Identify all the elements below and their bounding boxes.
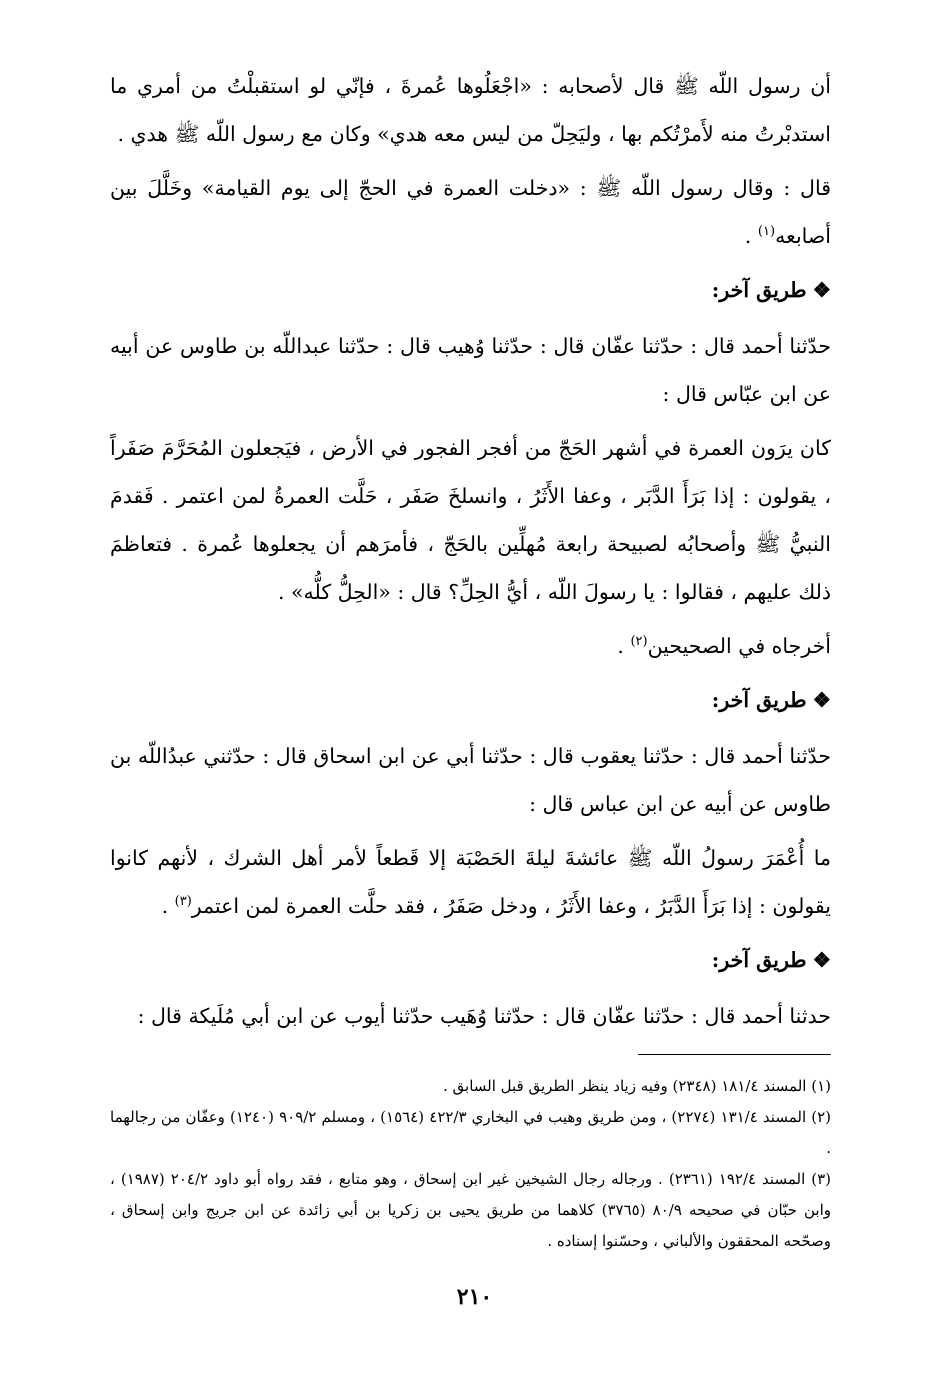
paragraph: حدّثنا أحمد قال : حدّثنا عفّان قال : حدّثنا وُهيب قال : حدّثنا عبداللّه بن طاوس عن أبيه عن ابن عبّاس قال : xyxy=(110,334,831,406)
footnote-2: (٢) المسند ١٣١/٤ (٢٢٧٤) ، ومن طريق وهيب في البخاري ٤٢٢/٣ (١٥٦٤) ، ومسلم ٩٠٩/٢ (١٢٤٠) وعفّان من رجالهما . xyxy=(110,1108,832,1157)
section-heading xyxy=(110,266,831,314)
paragraph xyxy=(110,164,831,260)
paragraph-end: . xyxy=(161,894,175,918)
paragraph-end: . xyxy=(744,224,758,248)
footnote-ref-3[interactable]: (٣) xyxy=(174,894,192,910)
paragraph: أن رسول اللّه ﷺ قال لأصحابه : «اجْعَلُوها عُمرةَ ، فإنّي لو استقبلْتُ من أمري ما استدبْرتُ منه لأَمرْتُكم بها ، وليَحِلّ من ليس معه هدي» وكان مع رسول اللّه ﷺ هدي . xyxy=(110,74,831,146)
section-heading xyxy=(110,676,831,724)
paragraph-end: . xyxy=(617,634,631,658)
heading-text: طريق آخر: xyxy=(711,688,807,712)
footnote-3: (٣) المسند ١٩٢/٤ (٢٣٦١) . ورجاله رجال الشيخين غير ابن إسحاق ، وهو متابع ، فقد رواه أبو داود ٢٠٤/٢ (١٩٨٧) ، وابن حبّان في صحيحه ٨٠/٩ (٣٧٦٥) كلاهما من طريق يحيى بن زكريا بن أبي زائدة عن ابن جريج وابن إسحاق ، وصحّحه المحققون والألباني ، وحسّنوا إسناده . xyxy=(110,1170,832,1250)
paragraph-text: قال : وقال رسول اللّه ﷺ : «دخلت العمرة في الحجّ إلى يوم القيامة» وخَلَّلَ بين أصابعه xyxy=(110,176,831,248)
footnote-divider xyxy=(638,1054,831,1055)
heading-text: طريق آخر: xyxy=(711,278,807,302)
heading-text: طريق آخر: xyxy=(711,948,807,972)
section-heading xyxy=(110,936,831,984)
main-text xyxy=(110,62,831,1040)
paragraph: حدثنا أحمد قال : حدّثنا عفّان قال : حدّثنا وُهَيب حدّثنا أيوب عن ابن أبي مُلَيكة قال : xyxy=(137,1004,831,1028)
footnote-ref-1[interactable]: (١) xyxy=(757,224,776,240)
paragraph xyxy=(110,622,831,670)
paragraph xyxy=(110,834,831,930)
paragraph: حدّثنا أحمد قال : حدّثنا يعقوب قال : حدّثنا أبي عن ابن اسحاق قال : حدّثني عبدُاللّه بن طاوس عن أبيه عن ابن عباس قال : xyxy=(110,744,831,816)
page-number: ٢١٠ xyxy=(456,1284,493,1310)
paragraph: كان يرَون العمرة في أشهر الحَجّ من أفجر الفجور في الأرض ، فيَجعلون المُحَرَّمَ صَفَراً ، يقولون : إذا بَرَأَ الدَّبَر ، وعفا الأَثَرُ ، وانسلخَ صَفَر ، حَلَّت العمرةُ لمن اعتمر . فَقدمَ النبيُّ ﷺ وأصحابُه لصبيحة رابعة مُهلِّين بالحَجّ ، فأمرَهم أن يجعلوها عُمرة . فتعاظمَ ذلك عليهم ، فقالوا : يا رسولَ اللّه ، أيُّ الحِلِّ؟ قال : «الحِلُّ كلُّه» . xyxy=(110,436,831,604)
diamond-bullet-icon: ❖ xyxy=(812,948,831,972)
diamond-bullet-icon: ❖ xyxy=(812,688,831,712)
footnotes xyxy=(110,1071,831,1257)
diamond-bullet-icon: ❖ xyxy=(812,278,831,302)
footnote-1: (١) المسند ١٨١/٤ (٢٣٤٨) وفيه زياد ينظر الطريق قبل السابق . xyxy=(442,1077,831,1095)
paragraph-text: أخرجاه في الصحيحين xyxy=(647,634,831,658)
paragraph-text: ما أُعْمَرَ رسولُ اللّه ﷺ عائشةَ ليلةَ الحَصْبَة إلا قَطعاً لأمر أهل الشرك ، لأنهم كانوا يقولون : إذا بَرَأَ الدَّبَرُ ، وعفا الأَثَرُ ، ودخل صَفَرُ ، فقد حلَّت العمرة لمن اعتمر xyxy=(110,846,831,918)
footnote-ref-2[interactable]: (٢) xyxy=(630,634,648,650)
